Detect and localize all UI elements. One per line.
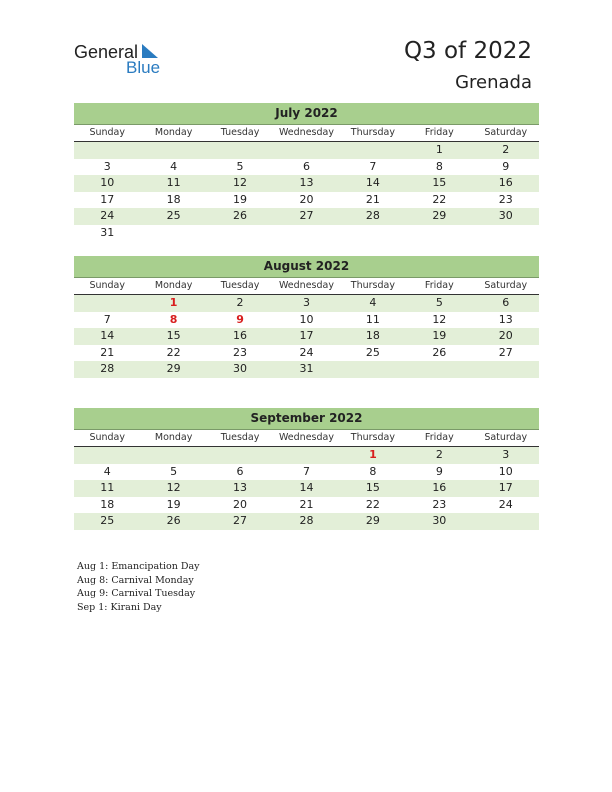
- holiday-day-cell: 8: [169, 312, 178, 326]
- day-cell: 6: [502, 296, 510, 309]
- day-cell: 28: [365, 209, 380, 222]
- day-cell: 14: [365, 176, 380, 189]
- day-cell: 3: [302, 296, 310, 309]
- day-cell: 24: [100, 209, 115, 222]
- weekday-label: Saturday: [484, 127, 528, 138]
- day-cell: 25: [100, 514, 115, 527]
- day-cell: 19: [233, 192, 248, 206]
- day-cell: 10: [100, 176, 115, 189]
- month-header: July 2022: [74, 103, 539, 125]
- day-cell: 10: [299, 312, 314, 326]
- day-cell: 2: [236, 296, 244, 309]
- day-cell: 16: [432, 481, 447, 494]
- holiday-day-cell: 1: [169, 296, 178, 309]
- week-row: [74, 345, 539, 362]
- month-july: [74, 103, 539, 241]
- day-cell: [140, 447, 206, 464]
- month-header: August 2022: [74, 256, 539, 278]
- day-cell: 30: [233, 362, 248, 375]
- day-cell: 17: [100, 192, 115, 206]
- day-cell: 19: [166, 497, 181, 511]
- day-cell: 24: [299, 345, 314, 359]
- day-cell: 17: [299, 329, 314, 342]
- weekday-label: Saturday: [484, 280, 528, 291]
- day-cell: 13: [233, 481, 248, 494]
- day-cell: 18: [166, 192, 181, 206]
- day-cell: 21: [100, 345, 115, 359]
- day-cell: [140, 142, 206, 159]
- day-cell: 9: [435, 464, 443, 478]
- day-cell: 11: [166, 176, 181, 189]
- day-cell: 15: [166, 329, 181, 342]
- day-cell: 4: [369, 296, 377, 309]
- day-cell: 3: [103, 159, 111, 173]
- day-cell: 2: [502, 143, 510, 156]
- day-cell: 23: [432, 497, 447, 511]
- day-cell: 11: [365, 312, 380, 326]
- day-cell: 23: [498, 192, 513, 206]
- day-cell: 14: [299, 481, 314, 494]
- day-cell: 11: [100, 481, 115, 494]
- weekday-label: Thursday: [350, 432, 395, 443]
- logo-word-blue: Blue: [126, 58, 161, 77]
- day-cell: 10: [498, 464, 513, 478]
- day-cell: 4: [103, 464, 111, 478]
- weekday-label: Thursday: [350, 127, 395, 138]
- day-cell: 3: [502, 448, 510, 461]
- day-cell: [473, 361, 539, 378]
- day-cell: 16: [233, 329, 248, 342]
- day-cell: 29: [432, 209, 447, 222]
- day-cell: 27: [498, 345, 513, 359]
- day-cell: 12: [233, 176, 248, 189]
- day-cell: 21: [299, 497, 314, 511]
- day-cell: [273, 142, 339, 159]
- day-cell: [273, 225, 339, 242]
- day-cell: 16: [498, 176, 513, 189]
- day-cell: 25: [166, 209, 181, 222]
- day-cell: 29: [166, 362, 181, 375]
- day-cell: 21: [365, 192, 380, 206]
- day-cell: [74, 447, 140, 464]
- weekday-label: Monday: [154, 127, 193, 138]
- page-title: Q3 of 2022: [403, 38, 532, 64]
- holiday-notes: [77, 560, 200, 614]
- day-cell: [473, 225, 539, 242]
- day-cell: [340, 225, 406, 242]
- holiday-note: Aug 9: Carnival Tuesday: [77, 588, 196, 599]
- day-cell: 20: [498, 329, 513, 342]
- day-cell: 31: [100, 225, 115, 239]
- week-row: [74, 513, 539, 530]
- day-cell: 2: [435, 448, 443, 461]
- day-cell: 23: [233, 345, 248, 359]
- day-cell: 28: [299, 514, 314, 527]
- day-cell: 7: [103, 312, 111, 326]
- month-header: September 2022: [74, 408, 539, 430]
- day-cell: 18: [100, 497, 115, 511]
- holiday-day-cell: 1: [369, 448, 377, 461]
- day-cell: 27: [233, 514, 248, 527]
- logo-word-general: General: [74, 42, 139, 62]
- day-cell: 30: [432, 514, 447, 527]
- day-cell: 8: [435, 159, 443, 173]
- weekday-label: Friday: [424, 127, 454, 138]
- day-cell: 27: [299, 209, 314, 222]
- day-cell: 31: [299, 362, 314, 375]
- day-cell: 28: [100, 362, 115, 375]
- weekday-label: Wednesday: [278, 432, 334, 443]
- day-cell: 4: [170, 159, 178, 173]
- day-cell: 1: [435, 143, 443, 156]
- weekday-header-row: [74, 430, 539, 447]
- week-row: [74, 159, 539, 176]
- day-cell: 18: [365, 329, 380, 342]
- day-cell: 19: [432, 329, 447, 342]
- day-cell: 24: [498, 497, 513, 511]
- day-cell: 22: [432, 192, 447, 206]
- week-row: [74, 464, 539, 481]
- weekday-label: Tuesday: [220, 280, 260, 291]
- weekday-header-row: [74, 278, 539, 295]
- day-cell: [273, 447, 339, 464]
- day-cell: [406, 361, 472, 378]
- day-cell: 12: [166, 481, 181, 494]
- week-row: [74, 497, 539, 514]
- day-cell: [74, 142, 140, 159]
- holiday-day-cell: 9: [236, 312, 244, 326]
- week-row: [74, 295, 539, 312]
- day-cell: [406, 225, 472, 242]
- day-cell: 22: [166, 345, 181, 359]
- week-row: [74, 447, 539, 464]
- day-cell: 20: [299, 192, 314, 206]
- day-cell: 9: [502, 159, 510, 173]
- holiday-note: Sep 1: Kirani Day: [77, 601, 162, 613]
- day-cell: 5: [170, 464, 178, 478]
- country-name: Grenada: [455, 72, 532, 93]
- weekday-label: Thursday: [350, 280, 395, 291]
- weekday-label: Saturday: [484, 432, 528, 443]
- day-cell: [340, 361, 406, 378]
- day-cell: 7: [369, 159, 377, 173]
- day-cell: 20: [233, 497, 248, 511]
- day-cell: 6: [302, 159, 310, 173]
- day-cell: 15: [432, 176, 447, 189]
- day-cell: [140, 225, 206, 242]
- week-row: [74, 208, 539, 225]
- day-cell: 13: [498, 312, 513, 326]
- day-cell: [207, 142, 273, 159]
- day-cell: 12: [432, 312, 447, 326]
- day-cell: 17: [498, 481, 513, 494]
- holiday-note: Aug 1: Emancipation Day: [77, 561, 200, 572]
- day-cell: 14: [100, 329, 115, 342]
- weekday-header-row: [74, 125, 539, 142]
- week-row: [74, 480, 539, 497]
- day-cell: 5: [236, 159, 244, 173]
- day-cell: 26: [233, 209, 248, 222]
- week-row: [74, 225, 539, 242]
- weekday-label: Sunday: [89, 280, 125, 291]
- day-cell: 26: [432, 345, 447, 359]
- day-cell: 26: [166, 514, 181, 527]
- week-row: [74, 142, 539, 159]
- day-cell: [473, 513, 539, 530]
- week-row: [74, 328, 539, 345]
- weekday-label: Tuesday: [220, 432, 260, 443]
- weekday-label: Tuesday: [220, 127, 260, 138]
- weekday-label: Sunday: [89, 127, 125, 138]
- day-cell: 25: [365, 345, 380, 359]
- day-cell: 30: [498, 209, 513, 222]
- weekday-label: Monday: [154, 432, 193, 443]
- day-cell: 5: [435, 296, 443, 309]
- weekday-label: Friday: [424, 432, 454, 443]
- week-row: [74, 361, 539, 378]
- logo: [74, 42, 174, 78]
- day-cell: [207, 447, 273, 464]
- day-cell: 22: [365, 497, 380, 511]
- day-cell: [340, 142, 406, 159]
- weekday-label: Wednesday: [278, 280, 334, 291]
- week-row: [74, 175, 539, 192]
- weekday-label: Monday: [154, 280, 193, 291]
- holiday-note: Aug 8: Carnival Monday: [77, 574, 194, 586]
- day-cell: 7: [302, 464, 310, 478]
- month-september: [74, 408, 539, 530]
- weekday-label: Friday: [424, 280, 454, 291]
- week-row: [74, 312, 539, 329]
- day-cell: 8: [369, 464, 377, 478]
- day-cell: 15: [365, 481, 380, 494]
- month-august: [74, 256, 539, 378]
- day-cell: 13: [299, 176, 314, 189]
- weekday-label: Wednesday: [278, 127, 334, 138]
- day-cell: [207, 225, 273, 242]
- week-row: [74, 192, 539, 209]
- day-cell: 6: [236, 464, 244, 478]
- day-cell: 29: [365, 514, 380, 527]
- weekday-label: Sunday: [89, 432, 125, 443]
- day-cell: [74, 295, 140, 312]
